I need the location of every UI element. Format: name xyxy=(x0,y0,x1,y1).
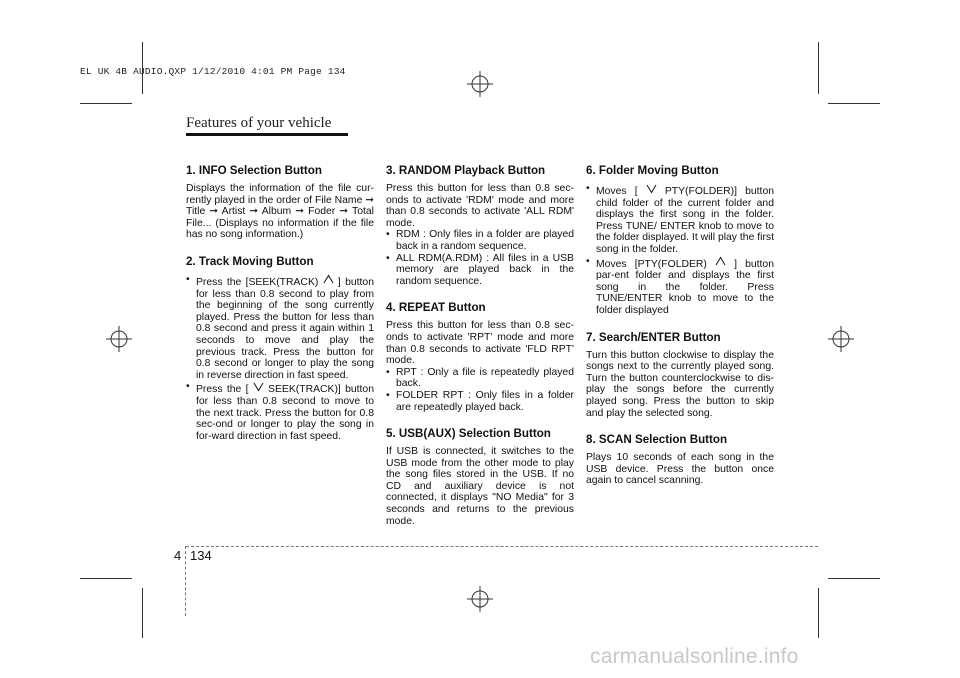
footer-rule xyxy=(186,546,818,547)
list-item: • Press the [SEEK(TRACK) ] button for less than 0.8 second to play from the beginning of the song currently played. Press the button for less than 0.8 second and press it again within 1 seconds to move and play the previous track. Press the button for 0.8 second or longer to play the song in reverse direction in fast speed. xyxy=(186,274,374,381)
list-item: • Press the [ SEEK(TRACK)] button for less than 0.8 second to move to the next track. Press the button for 0.8 sec-ond or longer to play the song in for-ward direction in fast speed. xyxy=(186,381,374,442)
bullet-list xyxy=(386,229,574,287)
page-header-title: Features of your vehicle xyxy=(186,115,332,131)
column-1 xyxy=(186,164,374,456)
section-paragraph: If USB is connected, it switches to the USB mode from the other mode to play the song files stored in the USB. If no CD and auxiliary device is not connected, it displays "NO Media" for 3 seconds and returns to the previous mode. xyxy=(386,446,574,527)
section-heading: 3. RANDOM Playback Button xyxy=(386,164,546,177)
section-paragraph: Displays the information of the file cur-rently played in the order of File Name ➞ Title ➞ Artist ➞ Album ➞ Foder ➞ Total File... (Displays no information if the file has no song information.) xyxy=(186,183,374,241)
chevron-up-icon xyxy=(323,274,334,285)
chevron-down-icon xyxy=(646,183,657,194)
section-heading: 7. Search/ENTER Button xyxy=(586,330,721,344)
section-heading: 1. INFO Selection Button xyxy=(186,164,322,177)
column-2 xyxy=(386,164,574,541)
chapter-number: 4 xyxy=(174,548,182,563)
chevron-down-icon xyxy=(253,381,264,392)
footer-vertical-rule xyxy=(185,546,186,616)
section-paragraph: Turn this button clockwise to display the songs next to the currently played song. Turn the button counterclockwise to dis-play the songs before the currently played song. Press the button to skip and play the selected song. xyxy=(586,349,774,419)
registration-mark-icon xyxy=(467,71,493,97)
crop-mark xyxy=(142,588,143,638)
section-heading: 4. REPEAT Button xyxy=(386,301,486,315)
header-rule xyxy=(186,133,348,136)
watermark: carmanualsonline.info xyxy=(590,645,799,668)
list-item: • Moves [PTY(FOLDER) ] button par-ent folder and displays the first song in the folder. Press TUNE/ENTER knob to move to the folder displayed xyxy=(586,256,774,317)
print-slug: EL UK 4B AUDIO.QXP 1/12/2010 4:01 PM Page 134 xyxy=(80,66,346,77)
list-item: • RPT : Only a file is repeatedly played back. xyxy=(386,367,574,390)
list-item: • FOLDER RPT : Only files in a folder are repeatedly played back. xyxy=(386,390,574,413)
crop-mark xyxy=(818,588,819,638)
bullet-list xyxy=(386,367,574,413)
section-heading: 8. SCAN Selection Button xyxy=(586,433,728,447)
crop-mark xyxy=(818,42,819,94)
bullet-list xyxy=(186,274,374,442)
section-paragraph: Press this button for less than 0.8 sec-onds to activate 'RDM' mode and more than 0.8 seconds to activate 'ALL RDM' mode. xyxy=(386,183,574,229)
crop-mark xyxy=(828,578,880,579)
column-3 xyxy=(586,164,774,501)
section-paragraph: Plays 10 seconds of each song in the USB device. Press the button once again to cancel scanning. xyxy=(586,452,774,487)
crop-mark xyxy=(80,103,132,104)
bullet-list xyxy=(586,183,774,317)
section-heading: 6. Folder Moving Button xyxy=(586,164,719,177)
chevron-up-icon xyxy=(715,256,726,267)
list-item: • ALL RDM(A.RDM) : All files in a USB memory are played back in the random sequence. xyxy=(386,253,574,288)
section-heading: 2. Track Moving Button xyxy=(186,254,314,268)
list-item: • Moves [ PTY(FOLDER)] button child folder of the current folder and displays the first song in the folder. Press TUNE/ ENTER knob to move to the folder displayed. It will play the first song in the folder. xyxy=(586,183,774,256)
registration-mark-icon xyxy=(828,326,854,352)
list-item: • RDM : Only files in a folder are played back in a random sequence. xyxy=(386,229,574,252)
page-number: 134 xyxy=(190,548,212,563)
registration-mark-icon xyxy=(106,326,132,352)
crop-mark xyxy=(80,578,132,579)
section-paragraph: Press this button for less than 0.8 sec-onds to activate 'RPT' mode and more than 0.8 seconds to activate 'FLD RPT' mode. xyxy=(386,320,574,367)
registration-mark-icon xyxy=(467,586,493,612)
section-heading: 5. USB(AUX) Selection Button xyxy=(386,427,551,441)
crop-mark xyxy=(828,103,880,104)
